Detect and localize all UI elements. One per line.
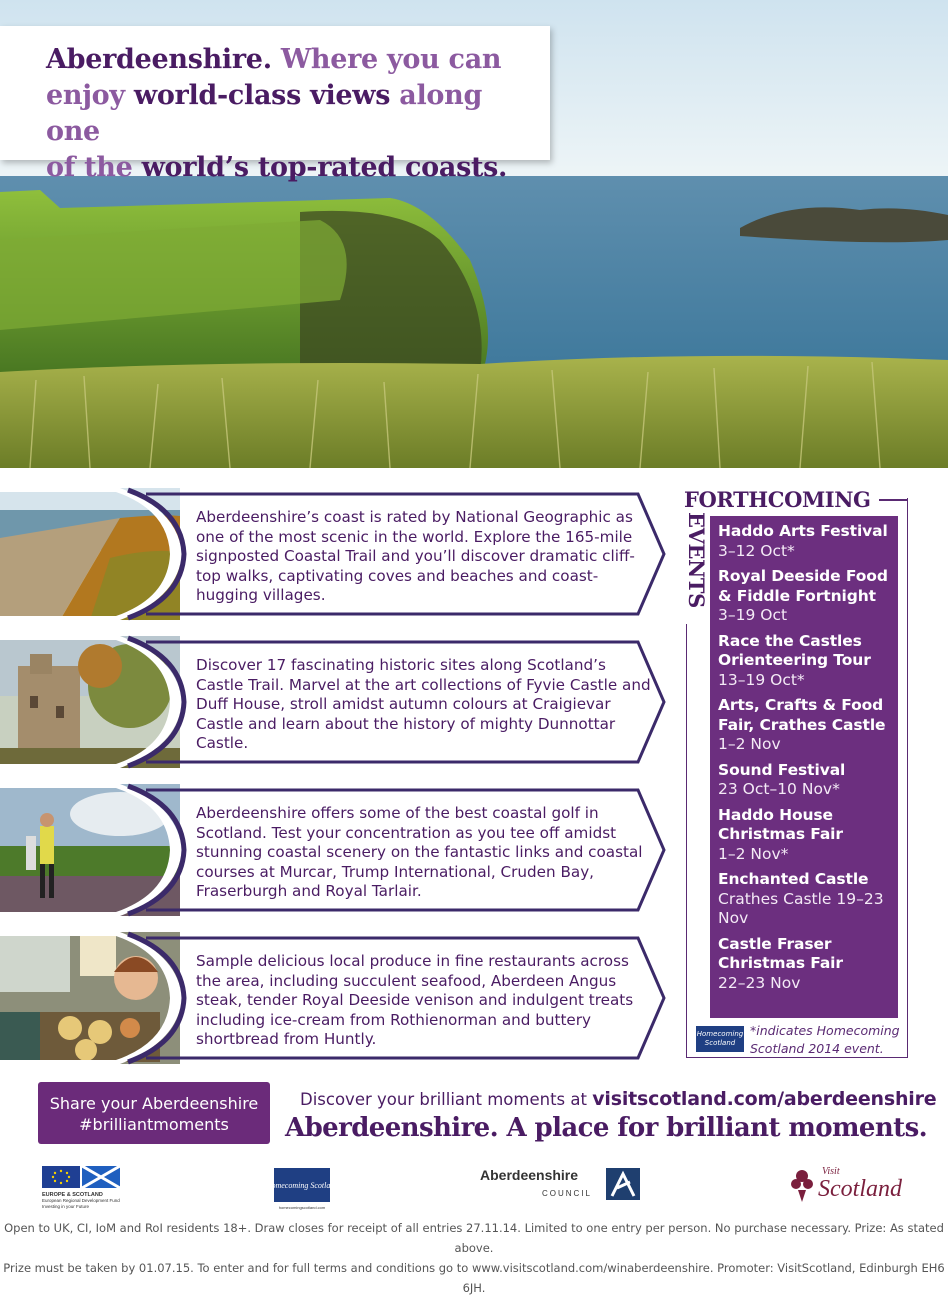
- feature-text: Aberdeenshire offers some of the best coastal golf in Scotland. Test your concentration as you tee off amidst stunning coastal scenery on the fantastic links and coastal courses at Murcar, Trump International, Cruden Bay, Fraserburgh and Royal Tarlair.: [196, 804, 643, 900]
- share-line-1: Share your Aberdeenshire: [49, 1094, 259, 1113]
- tagline: Aberdeenshire. A place for brilliant moments.: [285, 1113, 928, 1143]
- events-vertical-title: [682, 512, 708, 624]
- event-name: Race the Castles Orienteering Tour: [718, 631, 871, 669]
- event-date: 1–2 Nov*: [718, 844, 789, 863]
- feature-golf: [0, 784, 672, 916]
- event-item: [718, 696, 898, 755]
- event-item: [718, 806, 898, 865]
- feature-text: Discover 17 fascinating historic sites along Scotland’s Castle Trail. Marvel at the art collections of Fyvie Castle and Duff House, stroll amidst autumn colours at Craigievar Castle and learn about the history of mighty Dunnottar Castle.: [196, 656, 651, 752]
- event-name: Enchanted Castle: [718, 870, 869, 888]
- event-item: [718, 567, 898, 626]
- event-date: 1–2 Nov: [718, 735, 781, 753]
- headline-part: of the: [46, 152, 142, 183]
- discover-line: [300, 1088, 936, 1110]
- event-name: Sound Festival: [718, 760, 846, 779]
- homecoming-logo-text: Homecoming Scotland: [265, 1181, 339, 1190]
- events-vertical-label: EVENTS: [684, 512, 709, 608]
- visitscotland-logo: [788, 1162, 918, 1204]
- event-item: [718, 522, 898, 561]
- event-name: Royal Deeside Food & Fiddle Fortnight: [718, 567, 888, 605]
- event-date: 3–12 Oct*: [718, 541, 795, 560]
- feature-text: Sample delicious local produce in fine restaurants across the area, including succulent seafood, Aberdeen Angus steak, tender Royal Deeside venison and indulgent treats including ice-cream from Rothienorman and buttery shortbread from Huntly.: [196, 952, 634, 1048]
- headline: [46, 42, 530, 186]
- event-date: 23 Oct–10 Nov*: [718, 780, 840, 798]
- event-item: [718, 761, 898, 800]
- event-name: Castle Fraser Christmas Fair: [718, 934, 843, 972]
- eu-scotland-logo: [42, 1166, 122, 1210]
- headline-part: enjoy: [46, 80, 134, 111]
- headline-part: Aberdeenshire.: [46, 44, 272, 75]
- scotland-word: Scotland: [818, 1176, 902, 1202]
- homecoming-logo: Homecoming Scotland: [696, 1026, 744, 1052]
- eu-fund: European Regional Development Fund: [42, 1198, 120, 1203]
- event-item: [718, 870, 898, 929]
- visit-word: Visit: [822, 1166, 840, 1177]
- homecoming-scotland-logo: [265, 1168, 339, 1210]
- headline-part: world-class views: [133, 80, 391, 111]
- eu-title: EUROPE & SCOTLAND: [42, 1192, 103, 1198]
- feature-coastal-trail: [0, 488, 672, 620]
- eu-slogan: Investing in your Future: [42, 1204, 90, 1209]
- aberdeenshire-council-logo: [480, 1164, 642, 1204]
- event-date: 22–23 Nov: [718, 973, 801, 992]
- homecoming-note: *indicates Homecoming Scotland 2014 event.: [750, 1023, 900, 1056]
- event-date: 13–19 Oct*: [718, 670, 805, 689]
- council-sub: COUNCIL: [542, 1189, 593, 1198]
- feature-food: [0, 932, 672, 1064]
- event-date: Crathes Castle 19–23 Nov: [718, 889, 884, 927]
- event-name: Haddo Arts Festival: [718, 522, 888, 540]
- visitscotland-link[interactable]: visitscotland.com/aberdeenshire: [592, 1088, 937, 1110]
- feature-castle-trail: [0, 636, 672, 768]
- headline-box: [0, 26, 550, 183]
- legal-line-1: Open to UK, CI, IoM and RoI residents 18+. Draw closes for receipt of all entries 27.11.14. Limited to one entry per person. No purchase necessary. Prize: As stated above.: [4, 1221, 944, 1255]
- event-name: Arts, Crafts & Food Fair, Crathes Castle: [718, 696, 886, 734]
- share-hashtag-box: [38, 1082, 270, 1144]
- headline-part: world’s top-rated coasts.: [141, 152, 508, 183]
- share-hashtag: #brilliantmoments: [79, 1115, 229, 1134]
- event-item: [718, 935, 898, 994]
- council-name: Aberdeenshire: [480, 1167, 579, 1183]
- hero-coast-photo: [0, 0, 948, 468]
- event-date: 3–19 Oct: [718, 606, 788, 624]
- events-title: FORTHCOMING: [684, 487, 879, 512]
- events-footnote: [696, 1022, 902, 1058]
- headline-part: Where you can: [271, 44, 502, 75]
- feature-text: Aberdeenshire’s coast is rated by National Geographic as one of the most scenic in the world. Explore the 165-mile signposted Coastal Trail and you’ll discover dramatic cliff-top walks, captivating coves and beaches and coast-hugging villages.: [196, 508, 635, 604]
- legal-line-2: Prize must be taken by 01.07.15. To enter and for full terms and conditions go to www.visitscotland.com/winaberdeenshire. Promoter: VisitScotland, Edinburgh EH6 6JH.: [3, 1261, 945, 1295]
- event-name: Haddo House Christmas Fair: [718, 805, 843, 843]
- event-item: [718, 632, 898, 691]
- events-list: [710, 516, 898, 1018]
- homecoming-url: homecomingscotland.com: [278, 1205, 326, 1210]
- discover-prefix: Discover your brilliant moments at: [300, 1090, 593, 1109]
- legal-terms: [0, 1218, 948, 1298]
- partner-logos: [0, 1160, 948, 1214]
- headline-part: along one: [46, 80, 483, 147]
